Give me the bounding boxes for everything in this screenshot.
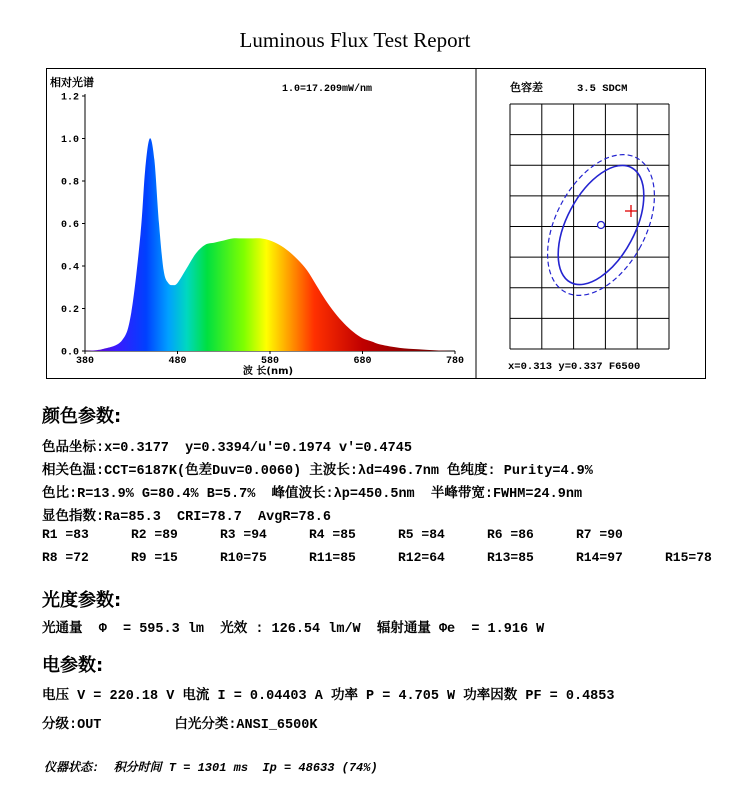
electrical-line: 电压 V = 220.18 V 电流 I = 0.04403 A 功率 P = 4.705 W 功率因数 PF = 0.4853 [42, 689, 615, 704]
spectrum-x-tick-label: 480 [168, 356, 187, 367]
cri-line: 显色指数:Ra=85.3 CRI=78.7 AvgR=78.6 [42, 510, 331, 525]
r-value: R6 =86 [487, 527, 534, 542]
spectrum-y-tick-label: 1.0 [60, 135, 79, 146]
spectrum-xlabel: 波 长(nm) [242, 366, 294, 377]
spectrum-y-tick-label: 0.6 [60, 220, 79, 231]
spectrum-y-tick-label: 0.8 [60, 177, 79, 189]
r-value: R10=75 [220, 550, 267, 565]
spectrum-y-tick-label: 0.4 [60, 262, 79, 274]
r-value: R3 =94 [220, 527, 267, 542]
r-value: R7 =90 [576, 527, 623, 542]
color-params-heading: 颜色参数: [42, 406, 122, 427]
spectrum-x-tick-label: 680 [353, 356, 372, 367]
report-title: Luminous Flux Test Report [239, 28, 471, 52]
r-value: R14=97 [576, 550, 623, 565]
spectrum-annotation: 1.0=17.209mW/nm [282, 84, 373, 95]
r-value: R2 =89 [131, 527, 178, 542]
r-value: R8 =72 [42, 550, 89, 565]
target-point [598, 222, 605, 229]
spectrum-x-tick-label: 780 [445, 356, 465, 367]
electrical-heading: 电参数: [42, 655, 104, 676]
r-value: R5 =84 [398, 527, 445, 542]
chromaticity-coordinates: x=0.313 y=0.337 F6500 [508, 361, 641, 373]
color-ratio-line: 色比:R=13.9% G=80.4% B=5.7% 峰值波长:λp=450.5nm 半峰带宽:FWHM=24.9nm [42, 487, 583, 502]
r-value: R15=78 [665, 550, 712, 565]
r-value: R4 =85 [309, 527, 356, 542]
sdcm-value: 3.5 SDCM [577, 83, 628, 95]
r-value: R9 =15 [131, 550, 178, 565]
photometric-heading: 光度参数: [42, 590, 122, 611]
grading-line: 分级:OUT 白光分类:ANSI_6500K [42, 718, 318, 733]
luminous-flux-line: 光通量 Φ = 595.3 lm 光效 : 126.54 lm/W 辐射通量 Φe = 1.916 W [42, 622, 545, 637]
cct-line: 相关色温:CCT=6187K(色差Duv=0.0060) 主波长:λd=496.7nm 色纯度: Purity=4.9% [42, 464, 593, 479]
spectrum-y-tick-label: 0.0 [60, 347, 79, 359]
chromaticity-line: 色品坐标:x=0.3177 y=0.3394/u'=0.1974 v'=0.4745 [42, 441, 412, 456]
spectrum-y-tick-label: 1.2 [60, 92, 79, 104]
r-value: R12=64 [398, 550, 445, 565]
tolerance-title: 色容差 [510, 81, 543, 94]
spectrum-y-tick-label: 0.2 [60, 305, 79, 316]
r-value: R13=85 [487, 550, 534, 565]
spectrum-x-tick-label: 380 [75, 356, 95, 367]
r-value: R1 =83 [42, 527, 89, 542]
r-value: R11=85 [309, 550, 356, 565]
chromaticity-grid [510, 104, 669, 349]
spectrum-x-tick-label: 580 [260, 356, 280, 367]
instrument-status: 仪器状态: 积分时间 T = 1301 ms Ip = 48633 (74%) [44, 761, 378, 775]
spectrum-title: 相对光谱 [50, 76, 94, 89]
